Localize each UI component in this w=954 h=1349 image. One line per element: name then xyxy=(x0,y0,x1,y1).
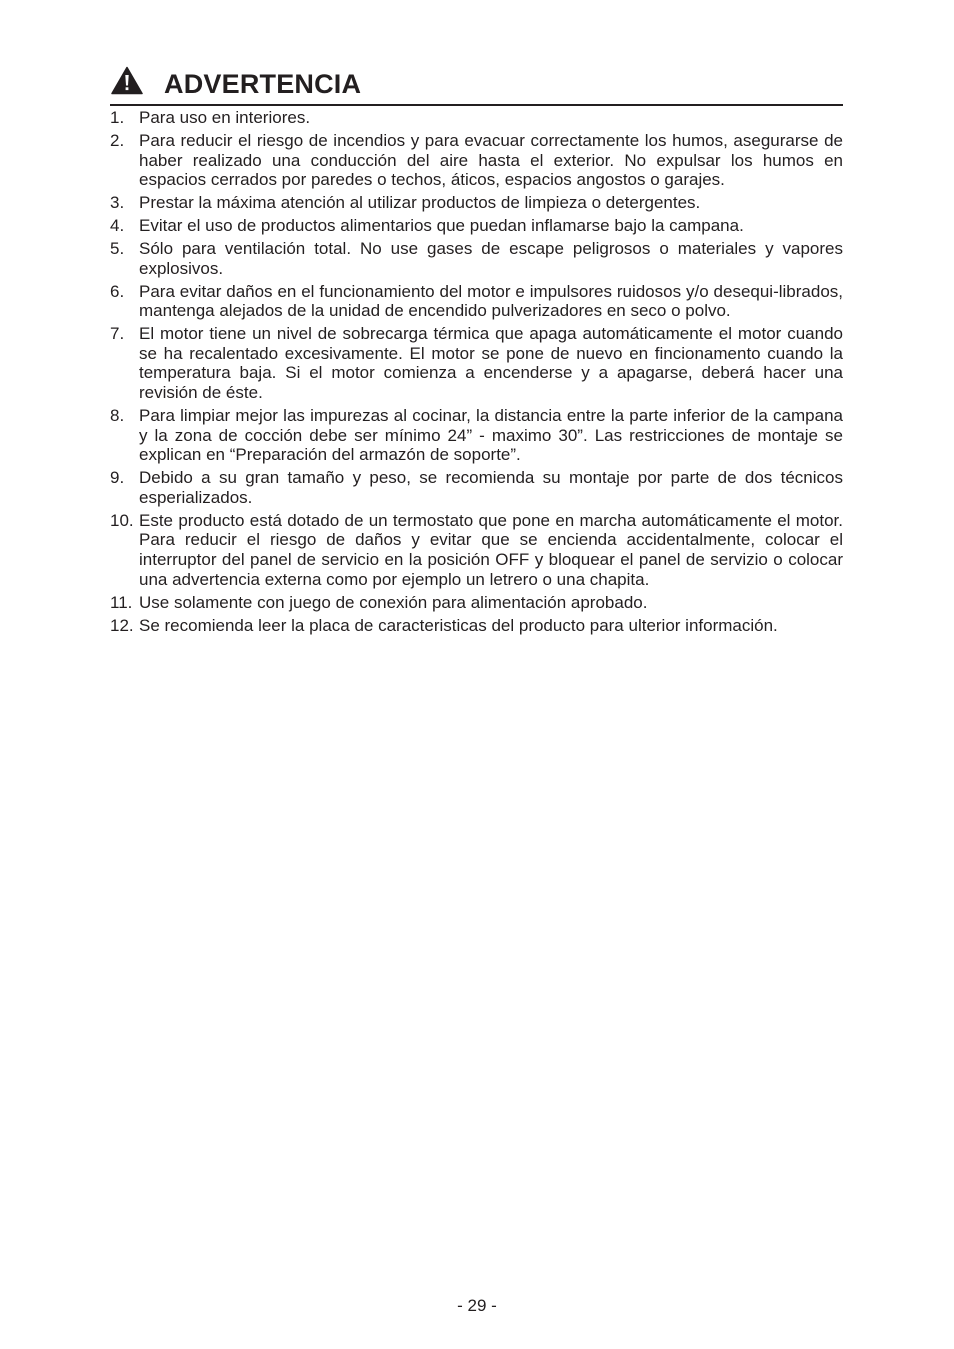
item-text: Para uso en interiores. xyxy=(139,108,311,127)
item-text: Este producto está dotado de un termostato que pone en marcha automáticamente el motor. Para reducir el riesgo de daños y evitar que se encienda accidentalmente, colocar el interruptor del panel de servicio en la posición OFF y bloquear el panel de servizio o colocar una advertencia externa como por ejemplo un letrero o una chapita. xyxy=(139,510,843,589)
item-text: Se recomienda leer la placa de caracteristicas del producto para ulterior información. xyxy=(139,615,778,635)
list-item xyxy=(110,468,843,507)
item-text: Para reducir el riesgo de incendios y para evacuar correctamente los humos, asegurarse de haber realizado una conducción del aire hasta el exterior. No expulsar los humos en espacios cerrados por paredes o techos, áticos, espacios angostos o garajes. xyxy=(139,130,843,190)
list-item xyxy=(110,239,843,278)
item-text: Sólo para ventilación total. No use gases de escape peligrosos o materiales y vapores explosivos. xyxy=(139,239,843,278)
item-number: 12. xyxy=(110,615,134,635)
item-number: 1. xyxy=(110,108,125,127)
item-number: 5. xyxy=(110,239,125,259)
list-item xyxy=(110,131,843,190)
page-title: ADVERTENCIA xyxy=(164,69,362,99)
warning-list xyxy=(110,108,843,639)
list-item xyxy=(110,511,843,589)
item-text: Debido a su gran tamaño y peso, se recomienda su montaje por parte de dos técnicos esperializados. xyxy=(139,468,843,507)
item-text: Para evitar daños en el funcionamiento del motor e impulsores ruidosos y/o desequi-librados, mantenga alejados de la unidad de encendido pulverizadores en seco o polvo. xyxy=(139,281,843,321)
item-number: 9. xyxy=(110,468,125,488)
item-number: 4. xyxy=(110,216,125,236)
item-number: 7. xyxy=(110,324,125,344)
page-number: - 29 - xyxy=(457,1296,497,1315)
item-number: 6. xyxy=(110,281,125,301)
item-text: Para limpiar mejor las impurezas al cocinar, la distancia entre la parte inferior de la campana y la zona de cocción debe ser mínimo 24” - maximo 30”. Las restricciones de montaje se explican en “Preparación del armazón de soporte”. xyxy=(139,406,843,465)
list-item xyxy=(110,108,843,128)
item-text: Prestar la máxima atención al utilizar productos de limpieza o detergentes. xyxy=(139,193,701,213)
list-item xyxy=(110,616,843,636)
list-item xyxy=(110,193,843,213)
item-number: 3. xyxy=(110,193,125,213)
item-number: 2. xyxy=(110,130,125,150)
list-item xyxy=(110,282,843,321)
item-number: 8. xyxy=(110,406,125,426)
list-item xyxy=(110,324,843,402)
warning-triangle-icon xyxy=(111,66,143,95)
section-header xyxy=(110,64,843,106)
list-item xyxy=(110,593,843,613)
item-number: 11. xyxy=(110,592,133,612)
item-text: El motor tiene un nivel de sobrecarga térmica que apaga automáticamente el motor cuando se ha recalentado excesivamente. El motor se pone de nuevo en fincionamento cuando la temperatura baja. Si el motor comienza a encenderse y a apagarse, deberá hacer una revisión de éste. xyxy=(139,324,843,403)
item-number: 10. xyxy=(110,510,134,530)
item-text: Evitar el uso de productos alimentarios que puedan inflamarse bajo la campana. xyxy=(139,216,744,236)
list-item xyxy=(110,216,843,236)
list-item xyxy=(110,406,843,465)
item-text: Use solamente con juego de conexión para alimentación aprobado. xyxy=(139,592,648,612)
